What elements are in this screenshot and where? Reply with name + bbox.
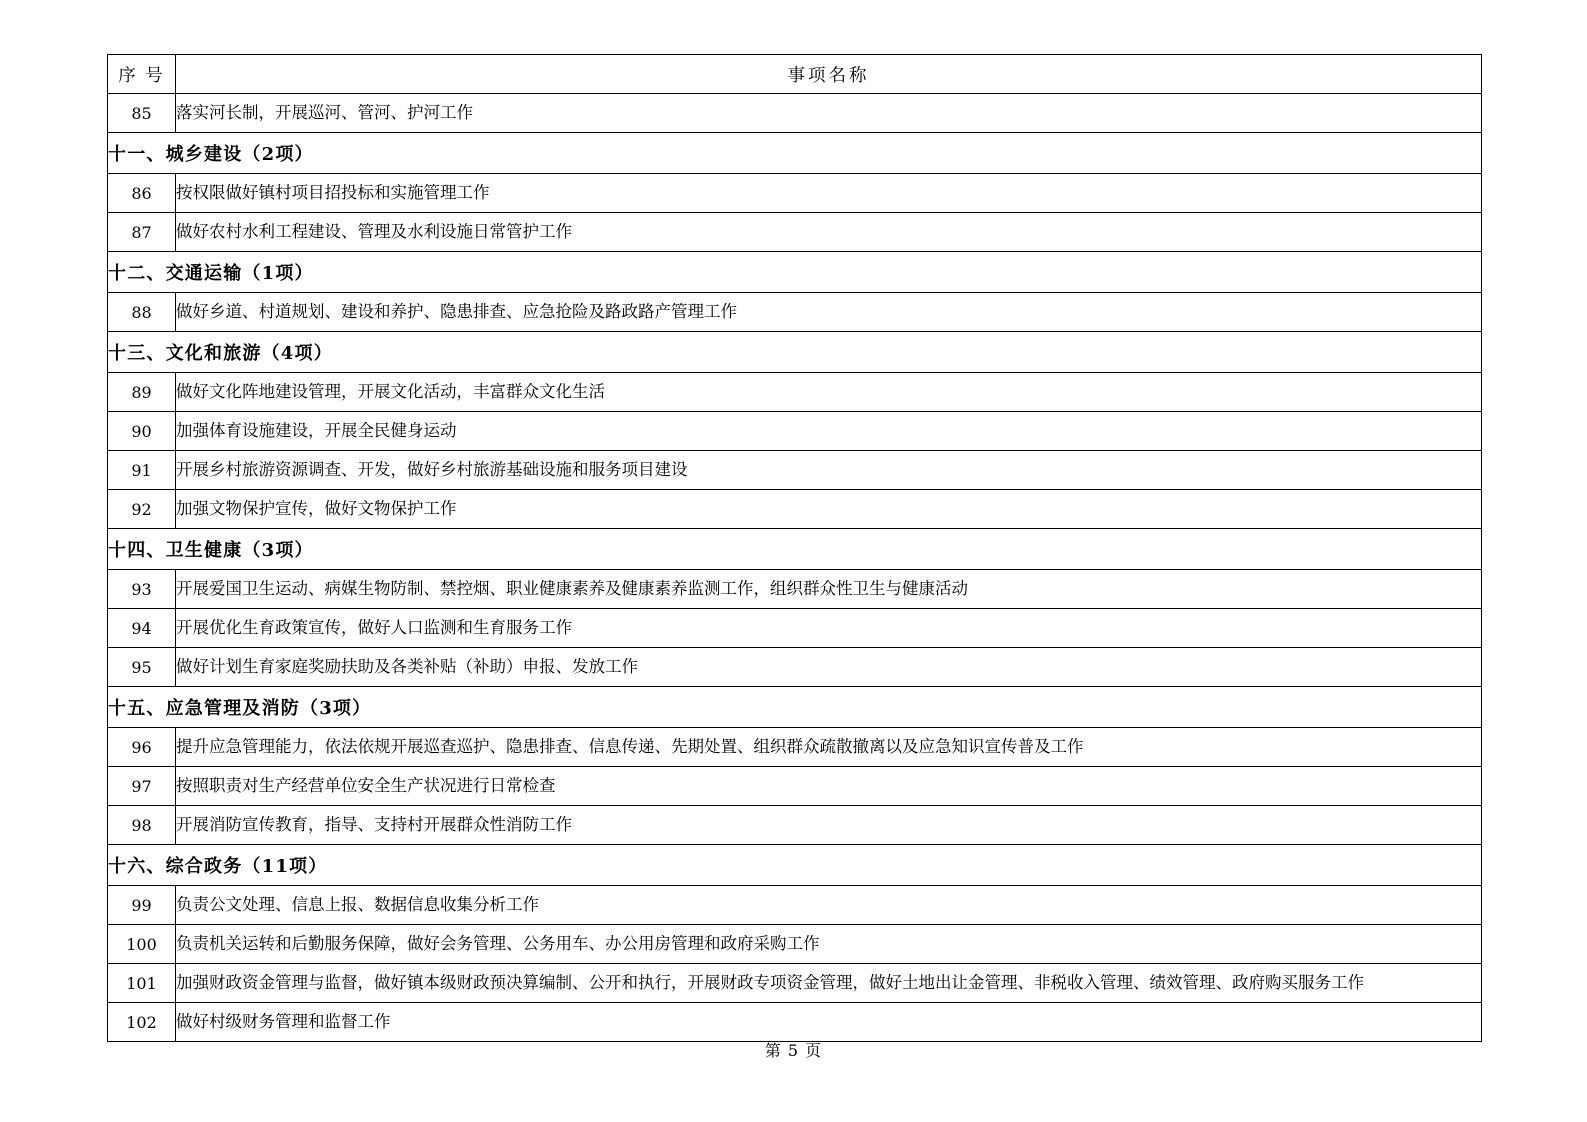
cell-seq: 97 — [108, 767, 176, 806]
cell-seq: 85 — [108, 94, 176, 133]
cell-name: 负责公文处理、信息上报、数据信息收集分析工作 — [176, 886, 1482, 925]
cell-seq: 88 — [108, 293, 176, 332]
cell-seq: 91 — [108, 451, 176, 490]
cell-seq: 93 — [108, 570, 176, 609]
column-header-seq: 序 号 — [108, 55, 176, 94]
section-heading: 十二、交通运输（1项） — [108, 252, 1482, 293]
cell-name: 做好乡道、村道规划、建设和养护、隐患排查、应急抢险及路政路产管理工作 — [176, 293, 1482, 332]
cell-name: 加强财政资金管理与监督，做好镇本级财政预决算编制、公开和执行，开展财政专项资金管理，做好土地出让金管理、非税收入管理、绩效管理、政府购买服务工作 — [176, 964, 1482, 1003]
section-row — [108, 133, 1482, 174]
column-header-name: 事项名称 — [176, 55, 1482, 94]
section-row — [108, 845, 1482, 886]
cell-name: 做好文化阵地建设管理，开展文化活动，丰富群众文化生活 — [176, 373, 1482, 412]
table-row — [108, 886, 1482, 925]
cell-name: 加强体育设施建设，开展全民健身运动 — [176, 412, 1482, 451]
table-body — [108, 55, 1482, 1042]
cell-name: 按权限做好镇村项目招投标和实施管理工作 — [176, 174, 1482, 213]
table-row — [108, 728, 1482, 767]
cell-seq: 95 — [108, 648, 176, 687]
table-header-row — [108, 55, 1482, 94]
section-row — [108, 252, 1482, 293]
cell-seq: 89 — [108, 373, 176, 412]
table-row — [108, 609, 1482, 648]
section-row — [108, 529, 1482, 570]
table-row — [108, 412, 1482, 451]
cell-name: 开展消防宣传教育，指导、支持村开展群众性消防工作 — [176, 806, 1482, 845]
cell-seq: 99 — [108, 886, 176, 925]
cell-name: 按照职责对生产经营单位安全生产状况进行日常检查 — [176, 767, 1482, 806]
table-row — [108, 490, 1482, 529]
cell-name: 做好农村水利工程建设、管理及水利设施日常管护工作 — [176, 213, 1482, 252]
cell-name: 开展爱国卫生运动、病媒生物防制、禁控烟、职业健康素养及健康素养监测工作，组织群众性卫生与健康活动 — [176, 570, 1482, 609]
section-row — [108, 332, 1482, 373]
table-row — [108, 925, 1482, 964]
cell-name: 落实河长制，开展巡河、管河、护河工作 — [176, 94, 1482, 133]
section-heading: 十一、城乡建设（2项） — [108, 133, 1482, 174]
table-row — [108, 1003, 1482, 1042]
cell-name: 做好村级财务管理和监督工作 — [176, 1003, 1482, 1042]
cell-name: 加强文物保护宣传，做好文物保护工作 — [176, 490, 1482, 529]
cell-name: 开展乡村旅游资源调查、开发，做好乡村旅游基础设施和服务项目建设 — [176, 451, 1482, 490]
table-row — [108, 451, 1482, 490]
table-row — [108, 648, 1482, 687]
page-footer — [0, 1038, 1587, 1061]
cell-seq: 96 — [108, 728, 176, 767]
cell-name: 提升应急管理能力，依法依规开展巡查巡护、隐患排查、信息传递、先期处置、组织群众疏散撤离以及应急知识宣传普及工作 — [176, 728, 1482, 767]
table-row — [108, 373, 1482, 412]
table-row — [108, 94, 1482, 133]
tasks-table — [107, 54, 1482, 1042]
table-row — [108, 964, 1482, 1003]
cell-seq: 102 — [108, 1003, 176, 1042]
table-row — [108, 570, 1482, 609]
table-row — [108, 806, 1482, 845]
cell-name: 负责机关运转和后勤服务保障，做好会务管理、公务用车、办公用房管理和政府采购工作 — [176, 925, 1482, 964]
cell-seq: 87 — [108, 213, 176, 252]
cell-name: 做好计划生育家庭奖励扶助及各类补贴（补助）申报、发放工作 — [176, 648, 1482, 687]
section-heading: 十六、综合政务（11项） — [108, 845, 1482, 886]
page-number: 第 5 页 — [764, 1041, 823, 1060]
cell-seq: 86 — [108, 174, 176, 213]
table-row — [108, 213, 1482, 252]
table-row — [108, 293, 1482, 332]
cell-seq: 98 — [108, 806, 176, 845]
cell-seq: 92 — [108, 490, 176, 529]
cell-seq: 94 — [108, 609, 176, 648]
table-row — [108, 767, 1482, 806]
cell-name: 开展优化生育政策宣传，做好人口监测和生育服务工作 — [176, 609, 1482, 648]
section-heading: 十三、文化和旅游（4项） — [108, 332, 1482, 373]
cell-seq: 90 — [108, 412, 176, 451]
cell-seq: 100 — [108, 925, 176, 964]
section-heading: 十五、应急管理及消防（3项） — [108, 687, 1482, 728]
section-row — [108, 687, 1482, 728]
section-heading: 十四、卫生健康（3项） — [108, 529, 1482, 570]
cell-seq: 101 — [108, 964, 176, 1003]
table-row — [108, 174, 1482, 213]
